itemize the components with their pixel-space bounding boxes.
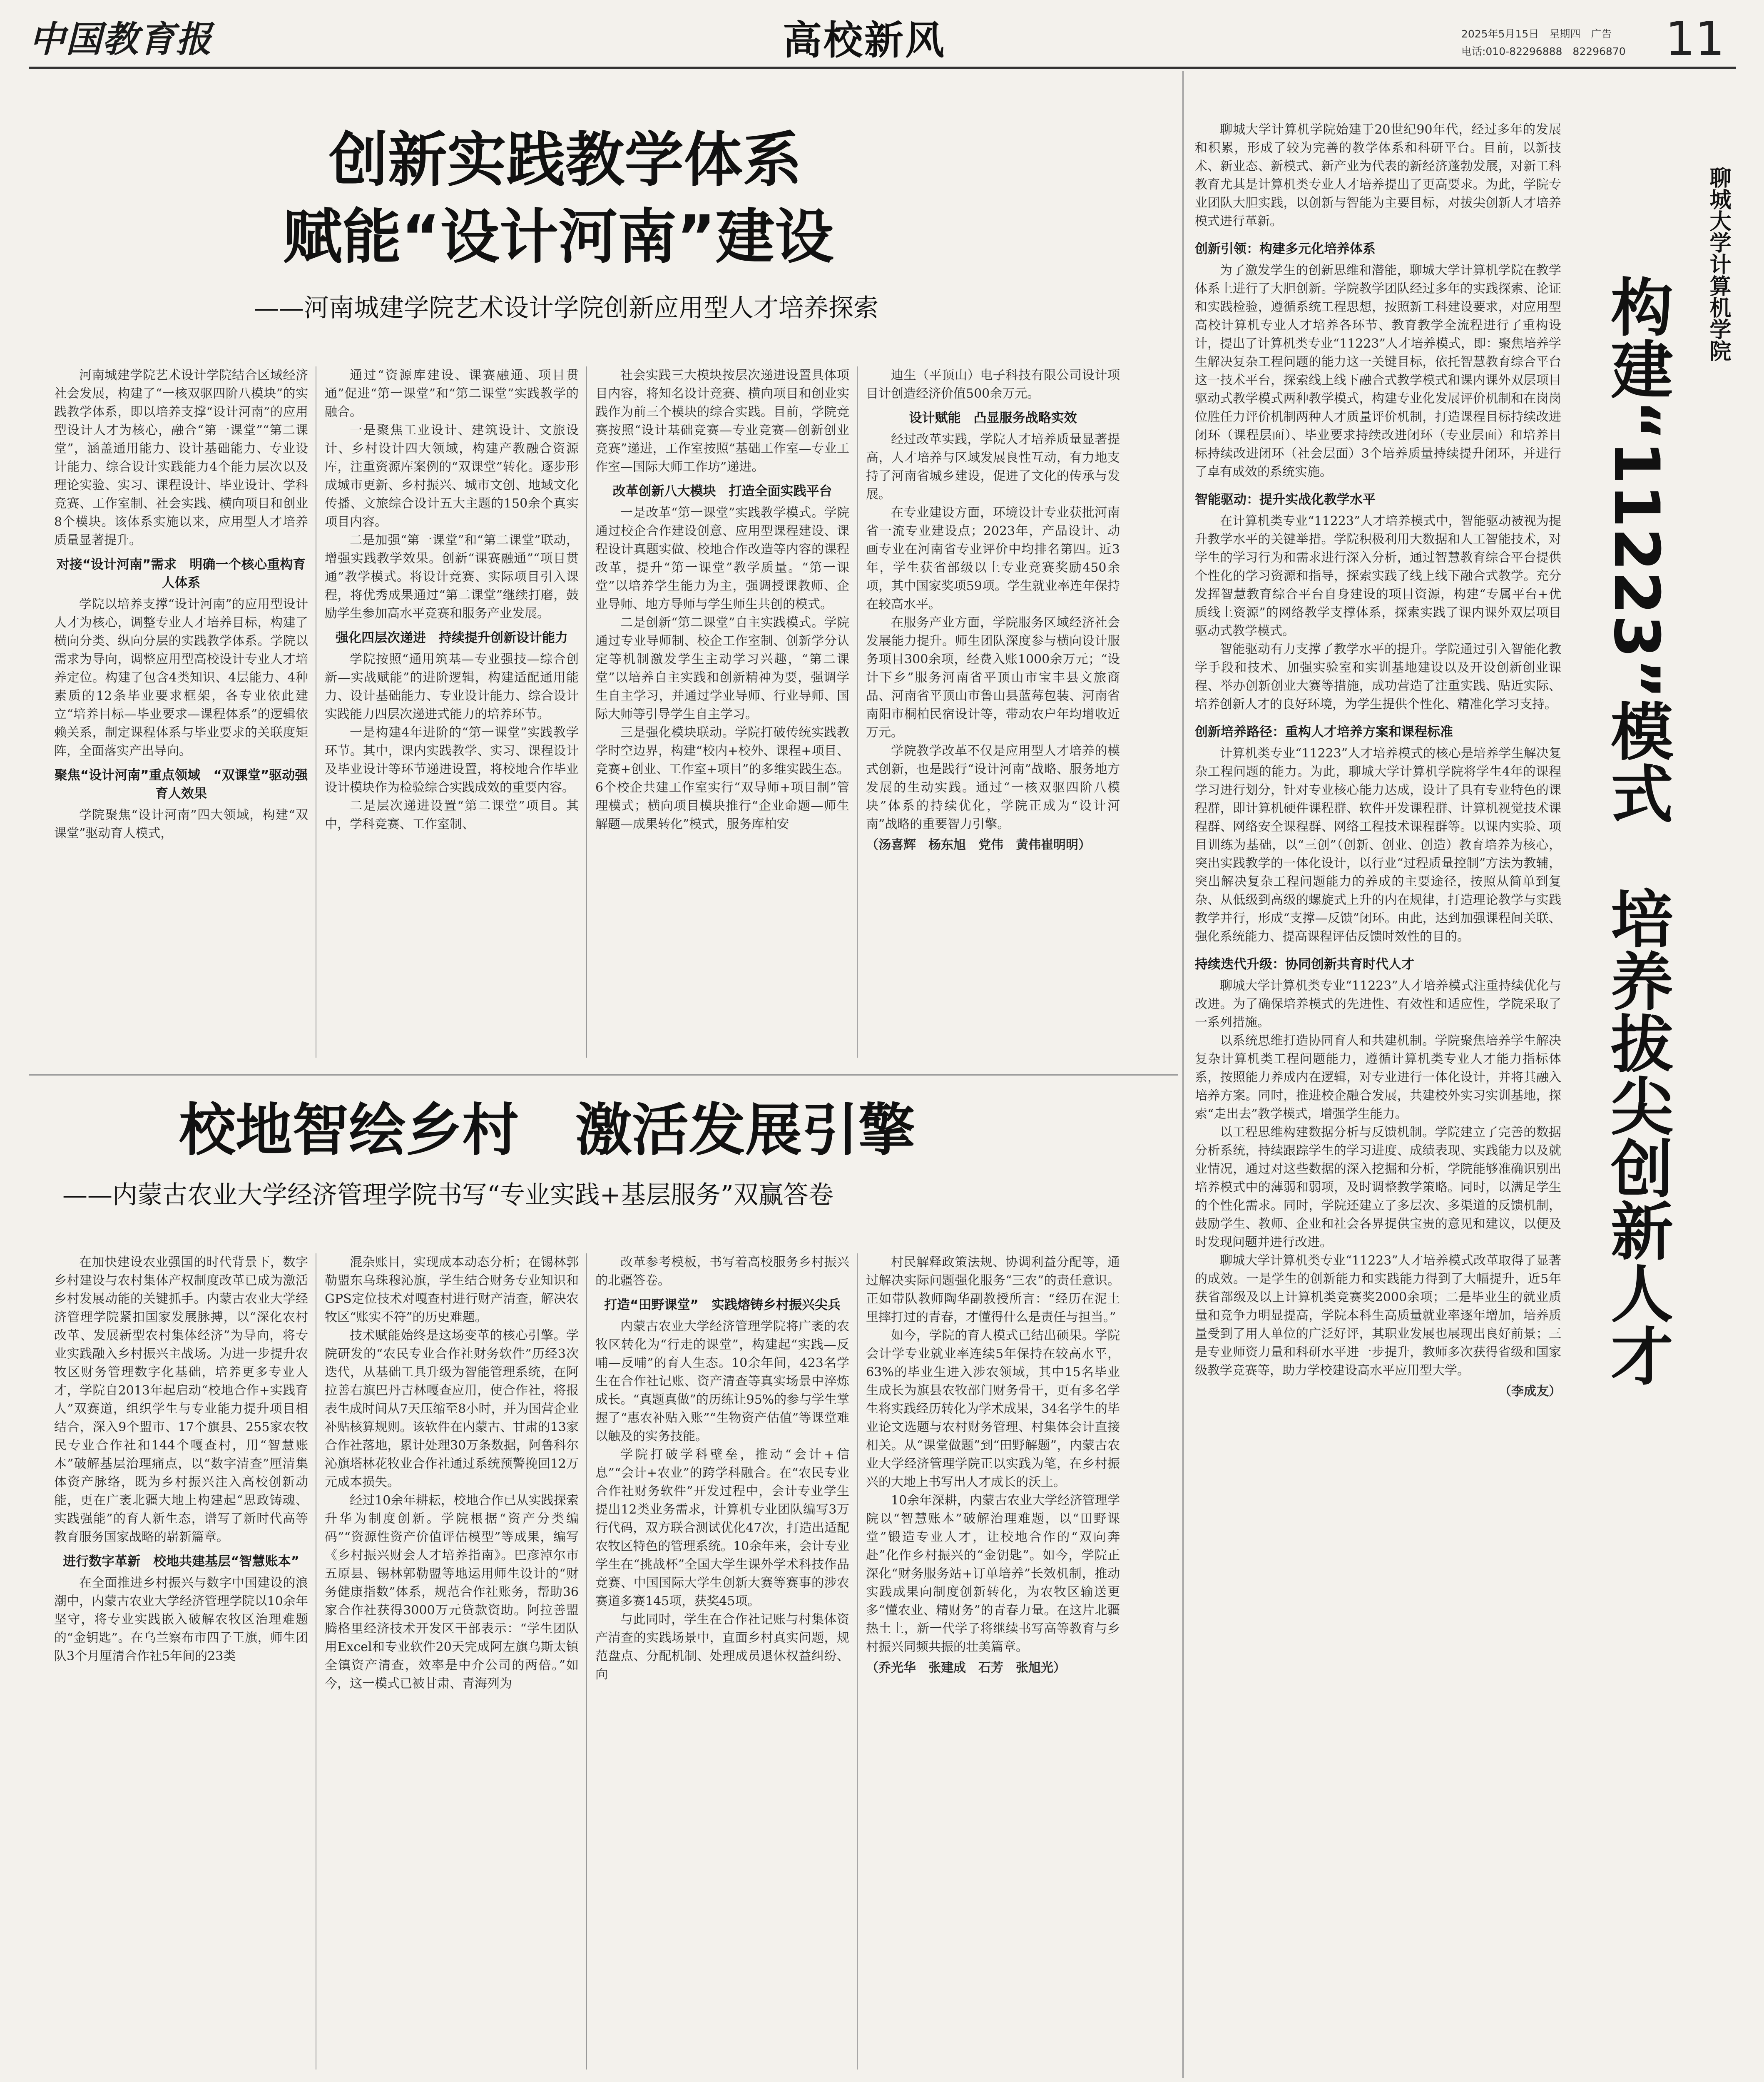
paragraph: 10余年深耕，内蒙古农业大学经济管理学院以“智慧账本”破解治理难题，以“田野课堂”锻造专业人才，让校地合作的“双向奔赴”化作乡村振兴的“金钥匙”。如今，学院正深化“财务服务站+订单培养”长效机制，推动实践成果向制度创新转化，为农牧区输送更多“懂农业、精财务”的青春力量。在这片北疆热土上，新一代学子将继续书写高等教育与乡村振兴同频共振的壮美篇章。 (866, 1493, 1120, 1654)
article1-column-4 (866, 366, 1120, 1058)
paragraph: 学院以培养支撑“设计河南”的应用型设计人才为核心，调整专业人才培养目标，构建了横向分类、纵向分层的实践教学体系。学院以需求为导向，调整应用型高校设计专业人才培养定位。构建了包含4类知识、4层能力、4种素质的12条毕业要求框架，各专业依此建立“培养目标—毕业要求—课程体系”的逻辑依赖关系，制定课程体系与毕业要求的关联度矩阵，全面落实产出导向。 (54, 597, 308, 758)
article3-subhead-4: 持续迭代升级：协同创新共育时代人才 (1195, 957, 1414, 972)
paragraph: 技术赋能始终是这场变革的核心引擎。学院研发的“农民专业合作社财务软件”历经3次迭代，从基础工具升级为智能管理系统，在阿拉善右旗巴丹吉林嘎查应用，使合作社，将报表生成时间从7天压缩至8小时，并为国营企业补贴核算规则。该软件在内蒙古、甘肃的13家合作社落地，累计处理30万条数据，阿鲁科尔沁旗塔林花牧业合作社通过系统预警挽回12万元成本损失。 (325, 1328, 579, 1489)
article1-subhead-4: 改革创新八大模块 打造全面实践平台 (612, 484, 832, 499)
article1-column-1 (54, 366, 308, 1058)
article2-column-4 (866, 1253, 1120, 2070)
paragraph: 以工程思维构建数据分析与反馈机制。学院建立了完善的数据分析系统，持续跟踪学生的学习进度、成绩表现、实践能力以及就业情况，通过对这些数据的深入挖掘和分析，学院能够准确识别出培养模式中的薄弱和弱项，及时调整教学策略。同时，以满足学生的个性化需求。同时，学院还建立了多层次、多渠道的反馈机制，鼓励学生、教师、企业和社会各界提供宝贵的意见和建议，以便及时发现问题并进行改进。 (1195, 1125, 1561, 1250)
paragraph: 学院教学改革不仅是应用型人才培养的模式创新，也是践行“设计河南”战略、服务地方发展的生动实践。通过“一核双驱四阶八模块”体系的持续优化，学院正成为“设计河南”战略的重要智力引擎。 (866, 744, 1120, 832)
paragraph: 为了激发学生的创新思维和潜能，聊城大学计算机学院在教学体系上进行了大胆创新。学院教学团队经过多年的实践探索、论证和实践检验，遵循系统工程思想，按照新工科建设要求，对应用型高校计算机专业人才培养各环节、教育教学全流程进行了重构设计，提出了计算机类专业“11223”人才培养模式，即：聚焦培养学生解决复杂工程问题的能力这一关键目标，依托智慧教育综合平台这一技术平台，探索线上线下融合式教学模式和课内课外双层项目驱动式教学模式两种教学模式，构建专业化发展评价机制和在岗岗位胜任力评价机制两种人才质量评价机制，打造课程目标持续改进闭环（课程层面）、毕业要求持续改进闭环（专业层面）和培养目标持续改进闭环（社会层面）3个培养质量持续提升闭环，并进行了卓有成效的系统实施。 (1195, 263, 1561, 479)
article-divider (29, 1074, 1178, 1076)
paragraph: 河南城建学院艺术设计学院结合区域经济社会发展，构建了“一核双驱四阶八模块”的实践教学体系，即以培养支撑“设计河南”的应用型设计人才为核心，融合“第一课堂”“第二课堂”，涵盖通用能力、设计基础能力、专业设计能力、综合设计实践能力4个能力层次以及理论实验、实习、课程设计、毕业设计、学科竞赛、工作室制、社会实践、横向项目和创业8个模块。该体系实施以来，应用型人才培养质量显著提升。 (54, 368, 308, 548)
article3-subhead-3: 创新培养路径：重构人才培养方案和课程标准 (1195, 725, 1453, 740)
paragraph: 与此同时，学生在合作社记账与村集体资产清查的实践场景中，直面乡村真实问题，规范盘点、分配机制、处理成员退休权益纠纷、向 (595, 1612, 849, 1682)
paragraph: 迪生（平顶山）电子科技有限公司设计项目计创造经济价值500余万元。 (866, 368, 1120, 401)
paragraph: 聊城大学计算机类专业“11223”人才培养模式改革取得了显著的成效。一是学生的创新能力和实践能力得到了大幅提升，近5年获省部级及以上计算机类竞赛奖2000余项；二是毕业生的就业质量和竞争力明显提高，学院本科生高质量就业率逐年增加，培养质量受到了用人单位的广泛好评，其职业发展也展现出良好前景；三是专业师资力量和科研水平进一步提升，教师多次获得省级和国家级教学竞赛等，助力学校建设高水平应用型大学。 (1195, 1253, 1561, 1378)
paragraph: 经过10余年耕耘，校地合作已从实践探索升华为制度创新。学院根据“资产分类编码”“资源性资产价值评估模型”等成果，编写《乡村振兴财会人才培养指南》。巴彦淖尔市五原县、锡林郭勒盟等地运用师生设计的“财务健康指数”体系，规范合作社账务，帮助36家合作社获得3000万元贷款资助。阿拉善盟腾格里经济技术开发区干部表示：“学生团队用Excel和专业软件20天完成阿左旗乌斯太镇全镇资产清查，效率是中介公司的两倍。”如今，这一模式已被甘肃、青海列为 (325, 1493, 579, 1691)
paragraph: 三是强化模块联动。学院打破传统实践教学时空边界，构建“校内+校外、课程+项目、竞赛+创业、工作室+项目”的多维实践生态。6个校企共建工作室实行“双导师+项目制”管理模式；横向项目模块推行“企业命题—师生解题—成果转化”模式，服务库柏安 (595, 725, 849, 832)
column-divider (586, 366, 587, 1058)
paragraph: 聊城大学计算机类专业“11223”人才培养模式注重持续优化与改进。为了确保培养模式的先进性、有效性和适应性，学院采取了一系列措施。 (1195, 979, 1561, 1030)
paragraph: 聊城大学计算机学院始建于20世纪90年代，经过多年的发展和积累，形成了较为完善的教学体系和科研平台。目前，以新技术、新业态、新模式、新产业为代表的新经济蓬勃发展，对新工科教育尤其是计算机类专业人才培养提出了更高要求。为此，学院专业团队大胆实践，以创新与智能为主要目标，对拔尖创新人才培养模式进行革新。 (1195, 122, 1561, 229)
paragraph: 一是改革“第一课堂”实践教学模式。学院通过校企合作建设创意、应用型课程建设、课程设计真题实做、校地合作改造等内容的课程改革，提升“第一课堂”教学质量。“第一课堂”以培养学生能力为主，强调授课教师、企业导师、地方导师与学生师生共创的模式。 (595, 506, 849, 612)
article1-column-2 (325, 366, 579, 1058)
article2-title: 校地智绘乡村 激活发展引擎 (179, 1098, 915, 1163)
paragraph: 二是层次递进设置“第二课堂”项目。其中，学科竞赛、工作室制、 (325, 799, 579, 832)
paragraph: 一是聚焦工业设计、建筑设计、文旅设计、乡村设计四大领域，构建产教融合资源库，注重资源库案例的“双课堂”转化。逐步形成城市更新、乡村振兴、城市文创、地域文化传播、文旅综合设计五大主题的150余个真实项目内容。 (325, 423, 579, 529)
paragraph: 经过改革实践，学院人才培养质量显著提高，人才培养与区域发展良性互动，有力地支持了河南省城乡建设，促进了文化的传承与发展。 (866, 432, 1120, 502)
article2-subtitle: ——内蒙古农业大学经济管理学院书写“专业实践+基层服务”双赢答卷 (62, 1180, 833, 1210)
paragraph: 在专业建设方面，环境设计专业获批河南省一流专业建设点；2023年，产品设计、动画专业在河南省专业评价中均排名第四。近3年，学生获省部级以上专业竞赛奖励450余项，其中国家奖项59项。学生就业率连年保持在较高水平。 (866, 506, 1120, 612)
article2-credit: （乔光华 张建成 石芳 张旭光） (866, 1661, 1066, 1675)
paragraph: 如今，学院的育人模式已结出硕果。学院会计学专业就业率连续5年保持在较高水平，63%的毕业生进入涉农领域，其中15名毕业生成长为旗县农牧部门财务骨干，更有多名学生将实践经历转化为学术成果，34名学生的毕业论文选题与农村财务管理、村集体会计直接相关。从“课堂做题”到“田野解题”，内蒙古农业大学经济管理学院正以实践为笔，在乡村振兴的大地上书写出人才成长的沃土。 (866, 1328, 1120, 1489)
masthead-logo: 中国教育报 (29, 18, 212, 60)
article1-title-line2: 赋能“设计河南”建设 (283, 203, 834, 271)
article2-column-2 (325, 1253, 579, 2070)
paragraph: 混杂账目，实现成本动态分析；在锡林郭勒盟东乌珠穆沁旗，学生结合财务专业知识和GPS定位技术对嘎查村进行财产清查，解决农牧区“账实不符”的历史难题。 (325, 1255, 579, 1325)
paragraph: 二是加强“第一课堂”和“第二课堂”联动，增强实践教学效果。创新“课赛融通”“项目贯通”教学模式。将设计竞赛、实际项目引入课程，将优秀成果通过“第二课堂”继续打磨，鼓励学生参加高水平竞赛和服务产业发展。 (325, 533, 579, 621)
paragraph: 在服务产业方面，学院服务区域经济社会发展能力提升。师生团队深度参与横向设计服务项目300余项，经费入账1000余万元；“设计下乡”服务河南省平顶山市宝丰县文旅商品、河南省平顶山市鲁山县蓝莓包装、河南省南阳市桐柏民宿设计等，带动农户年均增收近万元。 (866, 615, 1120, 740)
page-number: 11 (1665, 12, 1725, 66)
paragraph: 在计算机类专业“11223”人才培养模式中，智能驱动被视为提升教学水平的关键举措。学院积极利用大数据和人工智能技术，对学生的学习行为和需求进行深入分析，通过智慧教育综合平台提供个性化的学习资源和指导，探索实践了线上线下融合式教学。充分发挥智慧教育综合平台自身建设的项目资源，构建“专属平台+优质线上资源”的网络教学支撑体系，探索实践了课内课外双层项目驱动式教学模式。 (1195, 514, 1561, 638)
article3-title: 构建“11223”模式 培养拔尖创新人才 (1600, 275, 1672, 1387)
paragraph: 社会实践三大模块按层次递进设置具体项目内容，将知名设计竞赛、横向项目和创业实践作为前三个模块的综合实践。目前，学院竞赛按照“设计基础竞赛—专业竞赛—创新创业竞赛”递进，工作室按照“基础工作室—专业工作室—国际大师工作坊”递进。 (595, 368, 849, 474)
article3-subhead-2: 智能驱动：提升实战化教学水平 (1195, 492, 1376, 507)
header-rule (29, 67, 1736, 69)
article2-subhead-1: 进行数字革新 校地共建基层“智慧账本” (63, 1554, 299, 1569)
column-divider (586, 1253, 587, 2070)
column-divider (857, 366, 858, 1058)
header-date: 2025年5月15日 星期四 广告 (1461, 28, 1612, 40)
paragraph: 学院按照“通用筑基—专业强技—综合创新—实战赋能”的进阶逻辑，构建适配通用能力、设计基础能力、专业设计能力、综合设计实践能力四层次递进式能力的培养环节。 (325, 652, 579, 722)
article3-column-1 (1195, 121, 1561, 2057)
paragraph: 二是创新“第二课堂”自主实践模式。学院通过专业导师制、校企工作室制、创新学分认定等机制激发学生主动学习兴趣，“第二课堂”以培养自主实践和创新精神为要，强调学生自主学习，并通过学业导师、行业导师、国际大师等引导学生自主学习。 (595, 615, 849, 722)
article2-column-1 (54, 1253, 308, 2070)
paragraph: 村民解释政策法规、协调利益分配等，通过解决实际问题强化服务“三农”的责任意识。正如带队教师陶华副教授所言：“经历在泥土里摔打过的青春，才懂得什么是责任与担当。” (866, 1255, 1120, 1325)
paragraph: 在全面推进乡村振兴与数字中国建设的浪潮中，内蒙古农业大学经济管理学院以10余年坚守，将专业实践嵌入破解农牧区治理难题的“金钥匙”。在乌兰察布市四子王旗，师生团队3个月厘清合作社5年间的23类 (54, 1576, 308, 1664)
article1-subtitle: ——河南城建学院艺术设计学院创新应用型人才培养探索 (254, 294, 878, 323)
paragraph: 一是构建4年进阶的“第一课堂”实践教学环节。其中，课内实践教学、实习、课程设计及毕业设计等环节递进设置，将校地合作毕业设计模块作为检验综合实践成效的重要内容。 (325, 725, 579, 795)
article1-subhead-1: 对接“设计河南”需求 明确一个核心重构育人体系 (56, 557, 306, 590)
article1-credit: （汤喜辉 杨东旭 党伟 黄伟崔明明） (866, 838, 1091, 852)
paragraph: 改革参考模板，书写着高校服务乡村振兴的北疆答卷。 (595, 1255, 849, 1288)
article1-column-3 (595, 366, 849, 1058)
paragraph: 学院聚焦“设计河南”四大领域，构建“双课堂”驱动育人模式， (54, 808, 308, 841)
article2-column-3 (595, 1253, 849, 2070)
paragraph: 计算机类专业“11223”人才培养模式的核心是培养学生解决复杂工程问题的能力。为此，聊城大学计算机学院将学生4年的课程学习进行划分，针对专业核心能力达成，设计了具有专业特色的课程群，即计算机硬件课程群、软件开发课程群、计算机视觉技术课程群、网络安全课程群、网络工程技术课程群等。以课内实验、项目训练为基础，以“三创”（创新、创业、创造）教育培养为核心，突出实践教学的一体化设计，以行业“过程质量控制”方法为教辅，突出解决复杂工程问题能力的养成的主要途径，按照从简单到复杂、从低级到高级的螺旋式上升的内在规律，打造理论教学与实践教学并行，形成“支撑—反馈”闭环。由此，达到加强课程间关联、强化系统能力、提高课程评估反馈时效性的目的。 (1195, 746, 1561, 944)
section-title: 高校新风 (783, 17, 946, 63)
article1-subhead-3: 强化四层次递进 持续提升创新设计能力 (336, 630, 568, 645)
article1-title-line1: 创新实践教学体系 (329, 126, 802, 194)
article3-subhead-1: 创新引领：构建多元化培养体系 (1195, 242, 1376, 257)
paragraph: 智能驱动有力支撑了教学水平的提升。学院通过引入智能化教学手段和技术、加强实验室和实训基地建设以及开设创新创业课程、举办创新创业大赛等措施，成功营造了注重实践、贴近实际、培养创新人才的良好环境，为学生提供个性化、精准化学习支持。 (1195, 642, 1561, 712)
article-divider-vertical (1182, 71, 1184, 2078)
header-phone: 电话:010-82296888 82296870 (1461, 45, 1626, 57)
paragraph: 以系统思维打造协同育人和共建机制。学院聚焦培养学生解决复杂计算机类工程问题能力，遵循计算机类专业人才能力指标体系，按照能力养成内在逻辑，对专业进行一体化设计，并将其融入培养方案。同时，推进校企融合发展，共建校外实习实训基地，探索“走出去”教学模式，增强学生能力。 (1195, 1034, 1561, 1121)
column-divider (857, 1253, 858, 2070)
paragraph: 学院打破学科壁垒，推动“会计+信息”“会计+农业”的跨学科融合。在“农民专业合作社财务软件”开发过程中，会计专业学生提出12类业务需求，计算机专业团队编写3万行代码，双方联合测试优化47次，打造出适配农牧区特色的管理系统。10余年来，会计专业学生在“挑战杯”全国大学生课外学术科技作品竞赛、中国国际大学生创新大赛等赛事的涉农赛道多赛145项，获奖45项。 (595, 1447, 849, 1609)
paragraph: 通过“资源库建设、课赛融通、项目贯通”促进“第一课堂”和“第二课堂”实践教学的融合。 (325, 368, 579, 419)
paragraph: 在加快建设农业强国的时代背景下，数字乡村建设与农村集体产权制度改革已成为激活乡村发展动能的关键抓手。内蒙古农业大学经济管理学院紧扣国家发展脉搏，以“深化农村改革、发展新型农村集体经济”为导向，将专业实践融入乡村振兴主战场。为进一步提升农牧区财务管理数字化基础，培养更多专业人才，学院自2013年起启动“校地合作+实践育人”双赛道，组织学生与专业能力提升项目相结合，深入9个盟市、17个旗县、255家农牧民专业合作社和144个嘎查村，用“智慧账本”破解基层治理痛点，以“数字清查”厘清集体资产脉络，既为乡村振兴注入高校创新动能，更在广袤北疆大地上构建起“思政铸魂、实践强能”的育人新生态，谱写了新时代高等教育服务国家战略的崭新篇章。 (54, 1255, 308, 1544)
article2-subhead-2: 打造“田野课堂” 实践熔铸乡村振兴尖兵 (604, 1298, 841, 1312)
paragraph: 内蒙古农业大学经济管理学院将广袤的农牧区转化为“行走的课堂”，构建起“实践—反哺—反哺”的育人生态。10余年间，423名学生在合作社记账、资产清查等真实场景中淬炼成长。“真题真做”的历练让95%的参与学生掌握了“惠农补贴入账”“生物资产估值”等课堂难以触及的实务技能。 (595, 1319, 849, 1444)
article3-org: 聊城大学计算机学院 (1706, 167, 1731, 361)
article1-subhead-2: 聚焦“设计河南”重点领域 “双课堂”驱动强育人效果 (54, 768, 308, 801)
article1-subhead-5: 设计赋能 凸显服务战略实效 (909, 411, 1077, 426)
article3-credit: （李成友） (1499, 1384, 1561, 1399)
